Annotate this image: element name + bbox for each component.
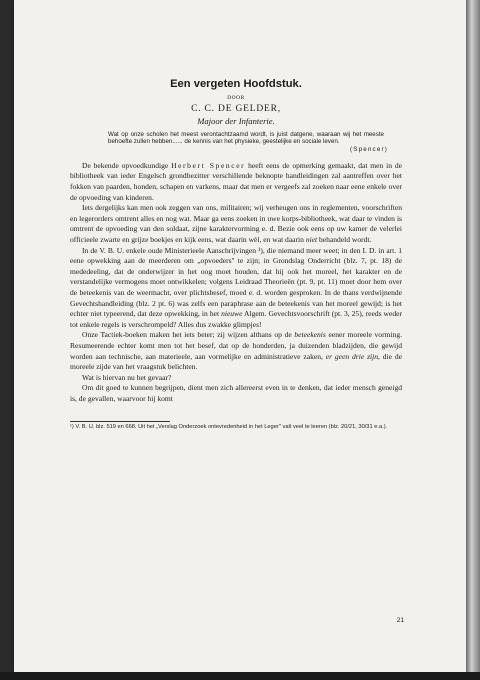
text-run: heeft eens de opmerking gemaakt, dat men in de bibliotheek van ieder Engelsch grondbezitter verschillende beknopte handleidingen zal aantreffen over het fokken van paarden, honden, schapen en varkens, maar dat men er vergeefs zal zoeken naar eene enkele over de opvoeding van kinderen. [70,160,402,202]
scan-border [0,672,480,680]
author-rank: Majoor der Infanterie. [197,116,275,126]
author-name: C. C. DE GELDER, [191,104,281,114]
page-edge [466,0,480,680]
page-number: 21 [396,617,404,624]
text-run: , die de moreele zijde van het vraagstuk belichten. [70,351,402,372]
text-run: Algem. Gevechtsvoorschrift (pt. 3, 25), reeds weder tot enkele regels is verschrompeld? Alles dus zwakke glimpjes! [70,309,402,329]
article-body [70,161,402,405]
epigraph-source: (Spencer) [350,145,388,153]
text-run: Onze Tactiek-boeken maken het iets beter; zij wijzen althans op de [82,330,295,340]
text-run: er geen drie zijn [325,351,378,361]
text-run: In de V. B. U. enkele oude Ministerieele Aanschrijvingen ¹), die niemand meer weet; in den I. D. in art. 1 eene opwekking aan de meerderen om „opvoeders'' te zijn; in Grondslag Onderricht (blz. 7, pt. 18) de mededeeling, dat de onderwijzer in het oog moet houden, dat hij ook het moreel, het karakter en de verstandelijke vermogens moet ontwikkelen; volgens Leidraad Theorieën (pt. 9, pt. 11) moet door hem over de beteekenis van de weermacht, over plichtsbesef, moed e. d. worden gesproken. In de thans verdwijnende Gevechtshandleiding (blz. 2 pt. 6) was zelfs een paraphrase aan de beteekenis van het moreel gewijd; is het echter niet typeerend, dat deze opwekking, in het [70,245,402,319]
text-run: Wat is hiervan nu het gevaar? [82,372,172,382]
paragraph [70,373,402,384]
epigraph: Wat op onze scholen het meest verontachtzaamd wordt, is juist datgene, waaraan wij het meeste behoefte zullen hebben...... de kennis van het physieke, geestelijke en sociale leven. [108,131,384,146]
paragraph [70,161,402,203]
text-run: niet [305,234,318,244]
text-run: eener moreele vorming. Resumeerende echter komt men tot het besef, dat op de honderden, ja duizenden bladzijden, die gewijd worden aan technische, aan materieele, aan vormelijke en administratieve zaken, [70,330,402,361]
footnote: ¹) V. B. U. blz. 519 en 668. Uit het „Verslag Onderzoek ontevredenheid in het Leger'' valt veel te leeren (blz. 20/21, 30/31 e.a.). [70,424,388,431]
text-run: De bekende opvoedkundige [82,160,172,170]
paragraph [70,383,402,404]
paragraph [70,203,402,245]
text-run: beteekenis [294,330,326,340]
paragraph [70,246,402,331]
footnote-divider [70,421,170,422]
page-content [70,78,402,432]
text-run: behandeld wordt. [317,234,372,244]
text-run: Om dit goed te kunnen begrijpen, dient men zich allereerst even in te denken, dat ieder mensch geneigd is, de gevallen, waarvoor hij komt [70,383,402,403]
text-run: Herbert Spencer [171,160,246,170]
byline: DOOR [227,95,245,101]
paragraph [70,330,402,372]
text-run: Iets dergelijks kan men ook zeggen van ons, militairen; wij verheugen ons in reglementen, voorschriften en legerorders omtrent alles en nog wat. Maar ga eens zoeken in uwe korps-bibliotheek, wat daar te vinden is omtrent de opvoeding van den soldaat, zijne karaktervorming e. d. Bezie ook eens op uw kamer de velerlei officieele zwarte en grijze boekjes en kijk eens, wat daarin wèl, en wat daarin [70,203,402,244]
text-run: nieuwe [221,309,243,319]
article-title: Een vergeten Hoofdstuk. [170,78,302,90]
